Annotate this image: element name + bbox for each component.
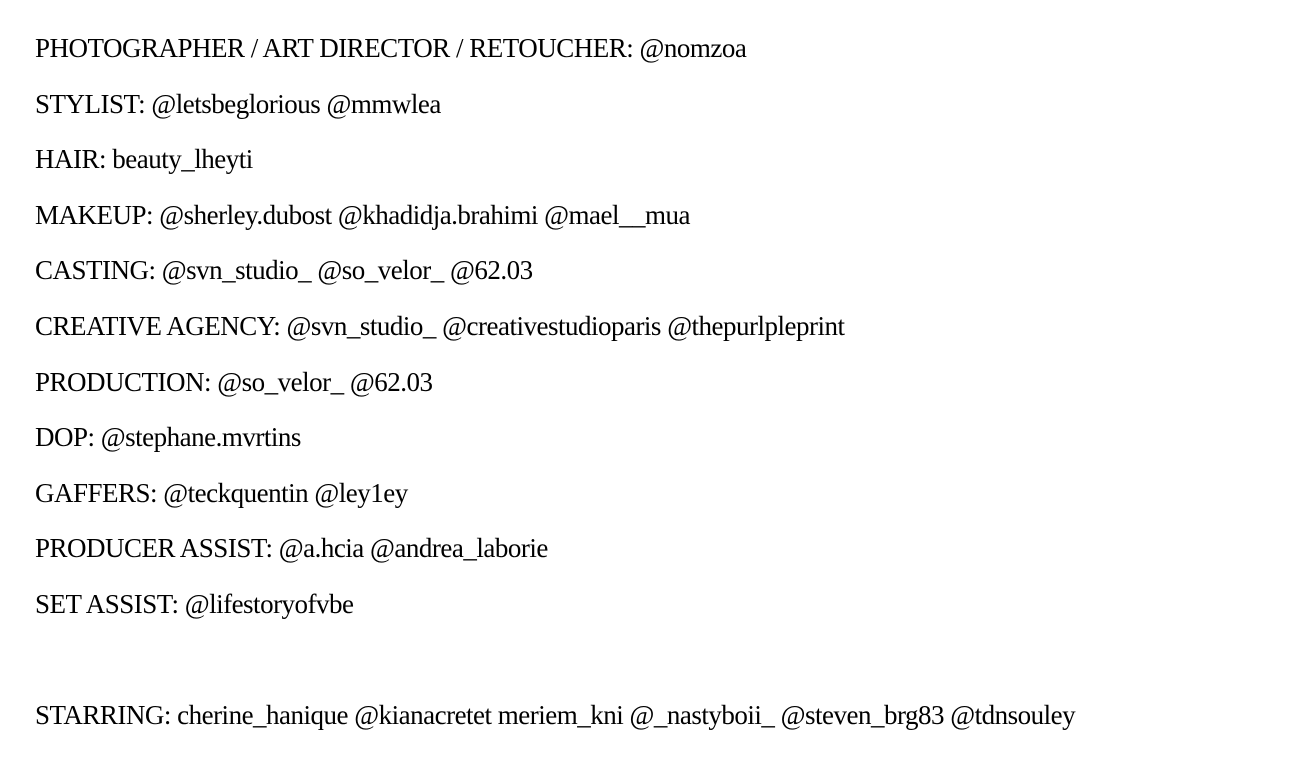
credit-makeup: MAKEUP: @sherley.dubost @khadidja.brahimi @mael__mua [35, 199, 690, 230]
credit-gaffers: GAFFERS: @teckquentin @ley1ey [35, 477, 408, 508]
credits-list [35, 30, 1285, 753]
credit-set-assist: SET ASSIST: @lifestoryofvbe [35, 588, 354, 619]
credit-creative-agency: CREATIVE AGENCY: @svn_studio_ @creativestudioparis @thepurlpleprint [35, 310, 845, 341]
credit-producer-assist: PRODUCER ASSIST: @a.hcia @andrea_laborie [35, 533, 548, 564]
credit-photographer: PHOTOGRAPHER / ART DIRECTOR / RETOUCHER: @nomzoa [35, 33, 747, 63]
credit-casting: CASTING: @svn_studio_ @so_velor_ @62.03 [35, 255, 533, 286]
credit-dop: DOP: @stephane.mvrtins [35, 422, 301, 453]
credit-stylist: STYLIST: @letsbeglorious @mmwlea [35, 88, 441, 119]
credit-production: PRODUCTION: @so_velor_ @62.03 [35, 366, 433, 397]
credit-hair: HAIR: beauty_lheyti [35, 144, 253, 175]
credit-starring: STARRING: cherine_hanique @kianacretet meriem_kni @_nastyboii_ @steven_brg83 @tdnsouley [35, 700, 1076, 731]
blank-line [35, 642, 1285, 678]
